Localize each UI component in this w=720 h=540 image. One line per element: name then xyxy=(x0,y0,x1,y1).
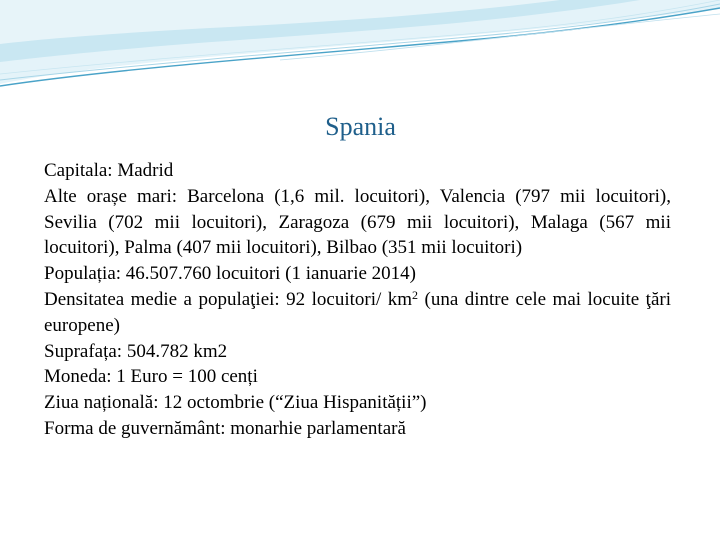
density-note: (una dintre cele mai locuite ţări europene) xyxy=(44,288,671,336)
header-wave-decoration xyxy=(0,0,720,100)
area-line: Suprafața: 504.782 km2 xyxy=(44,340,228,362)
government-line: Forma de guvernământ: monarhie parlamentară xyxy=(44,417,406,439)
national-day-line: Ziua națională: 12 octombrie (“Ziua Hispanității”) xyxy=(44,392,427,414)
density-superscript: 2 xyxy=(412,287,419,302)
other-cities-line: Alte orașe mari: Barcelona (1,6 mil. locuitori), Valencia (797 mii locuitori), Sevilia (702 mii locuitori), Zaragoza (679 mii locuitori), Malaga (567 mii locuitori), Palma (407 mii locuitori), Bilbao (351 mii locuitori) xyxy=(44,185,671,259)
slide-title: Spania xyxy=(325,112,396,141)
density-text: Densitatea medie a populaţiei: 92 locuitori/ km xyxy=(44,288,413,310)
slide-body xyxy=(44,158,671,442)
population-line: Populația: 46.507.760 locuitori (1 ianuarie 2014) xyxy=(44,263,417,285)
currency-line: Moneda: 1 Euro = 100 cenți xyxy=(44,366,258,388)
density-line xyxy=(44,287,671,339)
capital-line: Capitala: Madrid xyxy=(44,160,174,181)
